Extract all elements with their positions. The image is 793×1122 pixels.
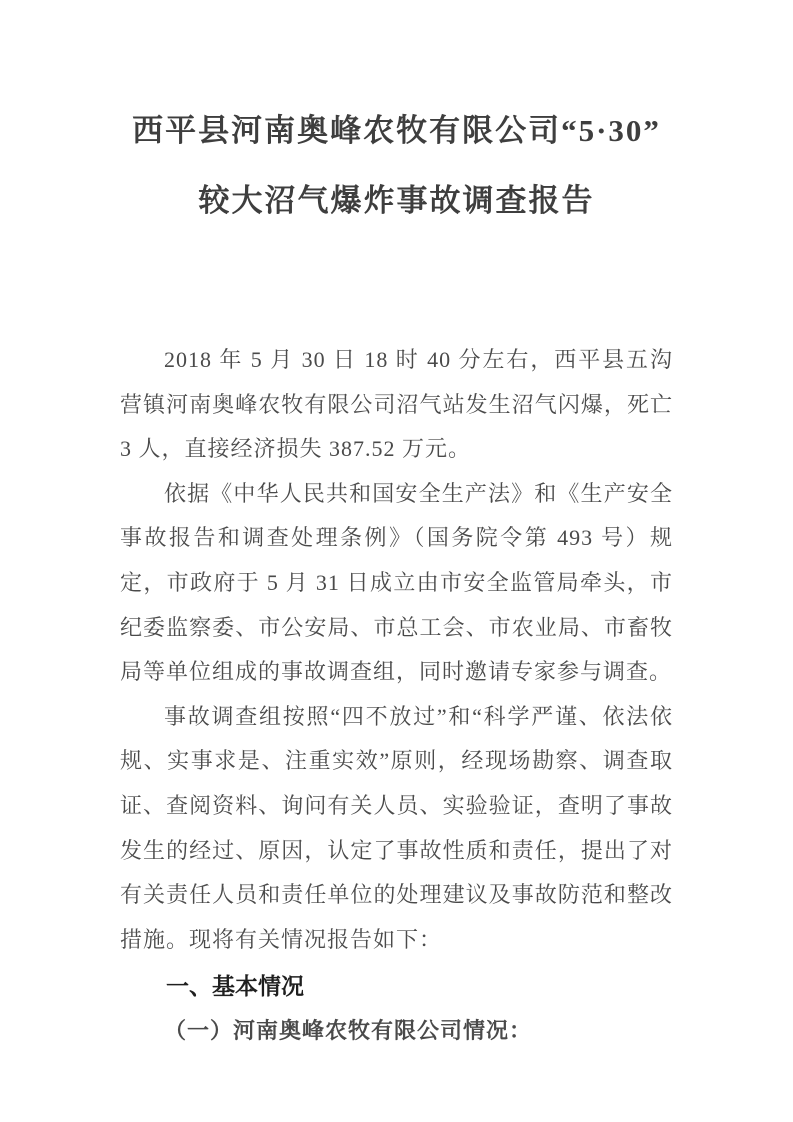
report-title-line-2: 较大沼气爆炸事故调查报告 bbox=[198, 183, 595, 218]
paragraph-investigation-principles: 事故调查组按照“四不放过”和“科学严谨、依法依规、实事求是、注重实效”原则，经现场勘察、调查取证、查阅资料、询问有关人员、实验验证，查明了事故发生的经过、原因，认定了事故性质和责任，提出了对有关责任人员和责任单位的处理建议及事故防范和整改措施。现将有关情况报告如下： bbox=[120, 703, 673, 952]
subsection-heading-company-situation: （一）河南奥峰农牧有限公司情况： bbox=[164, 1017, 533, 1043]
paragraph-incident-summary: 2018 年 5 月 30 日 18 时 40 分左右，西平县五沟营镇河南奥峰农牧有限公司沼气站发生沼气闪爆，死亡 3 人，直接经济损失 387.52 万元。 bbox=[120, 347, 673, 462]
section-heading-basic-situation: 一、基本情况 bbox=[166, 973, 304, 1000]
report-title bbox=[0, 96, 793, 236]
report-title-line-1: 西平县河南奥峰农牧有限公司“5·30” bbox=[132, 113, 661, 148]
report-body bbox=[120, 338, 673, 1054]
paragraph-investigation-team: 依据《中华人民共和国安全生产法》和《生产安全事故报告和调查处理条例》（国务院令第 493 号）规定，市政府于 5 月 31 日成立由市安全监管局牵头，市纪委监察委、市公安局、市总工会、市农业局、市畜牧局等单位组成的事故调查组，同时邀请专家参与调查。 bbox=[120, 480, 673, 685]
